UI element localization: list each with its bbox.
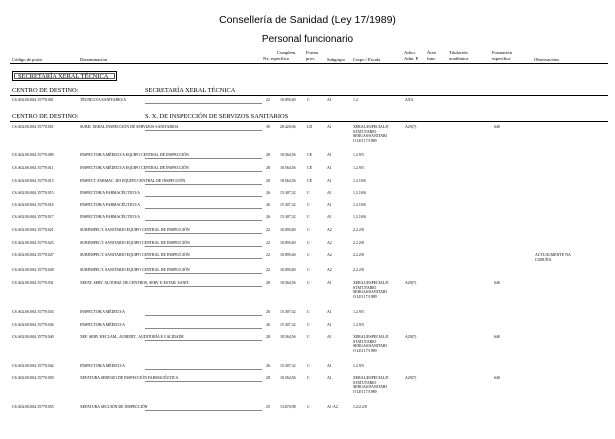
cell-denominacion: INSPECTOR/A MÉDICO/A EQUIPO CENTRAL DE INSPECCIÓN <box>80 153 189 157</box>
cell-denominacion: INSPECTOR/A FARMACÉUTICO/A <box>80 215 141 219</box>
cell-nivel: 28 <box>266 335 270 339</box>
cell-complemento: 10.095,60 <box>280 268 296 272</box>
row-underline <box>145 340 262 341</box>
col-header-corpo: Corpo / Escala <box>353 57 381 62</box>
cell-forma: C <box>307 364 310 368</box>
cell-corpo: O LEI 17/1989 <box>353 295 377 300</box>
cell-corpo: O LEI 17/1989 <box>353 139 377 144</box>
cell-subgrupo: A1 <box>327 335 332 339</box>
cell-subgrupo: A1 <box>327 125 332 129</box>
cell-subgrupo: A1 <box>327 281 332 285</box>
cell-corpo: SERGAS/SANITARI <box>353 344 387 349</box>
cell-complemento: 15.307,32 <box>280 310 296 314</box>
cell-forma: CE <box>307 166 312 170</box>
section-box: SECRETARÍA XERAL TÉCNICA <box>12 71 117 81</box>
cell-corpo: 1.2.10/6 <box>353 179 366 183</box>
row-underline <box>145 171 262 172</box>
col-header-forma-2: prov. <box>306 55 316 61</box>
cell-complemento: 10.095,60 <box>280 98 296 102</box>
col-header-nivel-2: Nv. específico <box>263 55 290 61</box>
row-underline <box>145 410 262 411</box>
cell-nivel: 26 <box>266 191 270 195</box>
cell-subgrupo: A2 <box>327 253 332 257</box>
cell-codigo: CS.A02.00.004.15770.021 <box>12 228 54 232</box>
cell-denominacion: INSPECTOR/A MÉDICO/A <box>80 364 125 368</box>
cell-nivel: 28 <box>266 153 270 157</box>
col-header-formacion-1: Formación <box>492 50 512 55</box>
row-underline <box>145 258 262 259</box>
row-underline <box>145 233 262 234</box>
document-subtitle: Personal funcionario <box>261 34 354 45</box>
col-header-formacion-2: específica <box>492 55 511 61</box>
cell-complemento: 15.307,32 <box>280 215 296 219</box>
cell-corpo: STATUTARIO <box>353 380 377 385</box>
row-underline <box>145 369 262 370</box>
cell-codigo: CS.A02.00.004.15770.011 <box>12 166 54 170</box>
cell-nivel: 22 <box>266 268 270 272</box>
cell-corpo: XERAL/ESPECIAL/E <box>353 125 389 129</box>
cell-corpo: O LEI 17/1989 <box>353 349 377 354</box>
cell-subgrupo: A1 <box>327 203 332 207</box>
cell-denominacion: SUBINSPECT. SANITARIO EQUIPO CENTRAL DE INSPECCIÓN <box>80 253 190 257</box>
cell-nivel: 26 <box>266 310 270 314</box>
col-header-codigo: Código de posto <box>12 57 43 62</box>
cell-codigo: CS.A02.00.004.15770.055 <box>12 405 54 409</box>
cell-forma: C <box>307 281 310 285</box>
document-title: Consellería de Sanidad (Ley 17/1989) <box>219 14 396 26</box>
cell-adscripcion: AXG <box>405 98 414 102</box>
cell-adscripcion: A29(7) <box>405 335 417 339</box>
cell-nivel: 28 <box>266 179 270 183</box>
cell-codigo: CS.A02.00.004.15770.001 <box>12 125 54 129</box>
cell-corpo: STATUTARIO <box>353 339 377 344</box>
cell-nivel: 28 <box>266 281 270 285</box>
col-header-forma-1: Forma <box>306 50 318 55</box>
cell-complemento: 18.564,56 <box>280 166 296 170</box>
cell-corpo: 1.2.10/6 <box>353 203 366 207</box>
col-header-observacions: Observacións <box>534 57 560 62</box>
cell-corpo: 1.2.9/5 <box>353 310 364 314</box>
cell-complemento: 18.564,56 <box>280 281 296 285</box>
cell-subgrupo: A1 <box>327 179 332 183</box>
cell-corpo: 1.2 <box>353 98 358 102</box>
cell-complemento: 28.420,06 <box>280 125 296 129</box>
cell-adscripcion: A29(7) <box>405 376 417 380</box>
col-header-denominacion: Denominación <box>80 57 108 62</box>
cell-forma: C <box>307 191 310 195</box>
cell-codigo: CS.A02.00.004.15770.001 <box>12 98 54 102</box>
cell-denominacion: XEFATURA SECCIÓN DE INSPECCIÓN <box>80 405 148 409</box>
cell-codigo: CS.A02.00.004.15770.015 <box>12 191 54 195</box>
cell-observacions: CORUÑA <box>535 257 552 262</box>
cell-complemento: 15.307,32 <box>280 191 296 195</box>
row-underline <box>145 246 262 247</box>
centro-label: CENTRO DE DESTINO: <box>12 113 79 120</box>
cell-corpo: 1.2/2.2/8 <box>353 405 367 409</box>
cell-corpo: XERAL/ESPECIAL/E <box>353 281 389 285</box>
cell-subgrupo: A1-A2 <box>327 405 338 409</box>
cell-forma: CE <box>307 179 312 183</box>
cell-corpo: 2.2.2/8 <box>353 253 364 257</box>
cell-denominacion: SUBINSPECT. SANITARIO EQUIPO CENTRAL DE INSPECCIÓN <box>80 241 190 245</box>
cell-forma: C <box>307 268 310 272</box>
col-header-nivel-1: Complem. <box>277 50 297 55</box>
cell-denominacion: XEFAT. SERV. AUTORIZ. DE CENTROS, SERV. E ESTAB. SANIT. <box>80 281 190 285</box>
row-underline <box>145 158 262 159</box>
cell-corpo: XERAL/ESPECIAL/E <box>353 376 389 380</box>
cell-codigo: CS.A02.00.004.15770.036 <box>12 323 54 327</box>
cell-complemento: 10.095,60 <box>280 241 296 245</box>
cell-codigo: CS.A02.00.004.15770.028 <box>12 268 54 272</box>
col-header-adscr-1: Adscr. <box>404 50 416 55</box>
cell-codigo: CS.A02.00.004.15770.013 <box>12 179 54 183</box>
cell-adscripcion: A29(7) <box>405 125 417 129</box>
cell-forma: C <box>307 310 310 314</box>
centro-value: S. X. DE INSPECCIÓN DE SERVIZOS SANITARIOS <box>145 113 289 120</box>
cell-nivel: 26 <box>266 364 270 368</box>
centro-label: CENTRO DE DESTINO: <box>12 87 79 94</box>
cell-denominacion: SUBD. XERAL INSPECCIÓN DE SERVIZOS SANITARIOS <box>80 125 179 129</box>
col-header-area-1: Área <box>427 50 436 55</box>
cell-forma: C <box>307 405 310 409</box>
cell-subgrupo: A1 <box>327 376 332 380</box>
cell-nivel: 26 <box>266 203 270 207</box>
cell-codigo: CS.A02.00.004.15770.016 <box>12 203 54 207</box>
cell-corpo: 1.2.9/5 <box>353 323 364 327</box>
cell-subgrupo: A2 <box>327 241 332 245</box>
row-underline <box>145 315 262 316</box>
cell-corpo: 1.2.9/5 <box>353 153 364 157</box>
cell-corpo: SERGAS/SANITARI <box>353 134 387 139</box>
cell-forma: C <box>307 241 310 245</box>
col-header-area-2: func. <box>427 55 437 61</box>
row-underline <box>145 328 262 329</box>
cell-subgrupo: A1 <box>327 191 332 195</box>
cell-corpo: 2.2.2/8 <box>353 241 364 245</box>
cell-corpo: XERAL/ESPECIAL/E <box>353 335 389 339</box>
cell-observacions: ACTUALMENTE NA <box>535 253 571 257</box>
cell-denominacion: INSPECTOR/A MÉDICO/A <box>80 310 125 314</box>
cell-complemento: 18.564,56 <box>280 153 296 157</box>
col-header-adscr-2: Adm. P. <box>404 55 419 61</box>
cell-corpo: SERGAS/SANITARI <box>353 290 387 295</box>
cell-nivel: 26 <box>266 323 270 327</box>
cell-corpo: STATUTARIO <box>353 129 377 134</box>
row-underline <box>145 381 262 382</box>
row-underline <box>145 196 262 197</box>
row-underline <box>145 286 262 287</box>
cell-nivel: 28 <box>266 166 270 170</box>
cell-forma: LD <box>307 125 313 129</box>
cell-corpo: 1.2.9/5 <box>353 364 364 368</box>
cell-codigo: CS.A02.00.004.15770.025 <box>12 241 54 245</box>
cell-formacion: 640 <box>494 376 500 380</box>
cell-codigo: CS.A02.00.004.15770.033 <box>12 310 54 314</box>
cell-codigo: CS.A02.00.004.15770.027 <box>12 253 54 257</box>
header-rule <box>10 63 608 64</box>
cell-codigo: CS.A02.00.004.15770.050 <box>12 376 54 380</box>
cell-denominacion: INSPECT. FARMAC. DO EQUIPO CENTRAL DE INSPECCIÓN <box>80 179 186 183</box>
cell-forma: CE <box>307 153 312 157</box>
cell-forma: C <box>307 215 310 219</box>
centro-value: SECRETARÍA XERAL TÉCNICA <box>145 87 236 94</box>
cell-codigo: CS.A02.00.004.15770.040 <box>12 335 54 339</box>
cell-forma: C <box>307 335 310 339</box>
cell-subgrupo: A1 <box>327 153 332 157</box>
cell-forma: C <box>307 98 310 102</box>
cell-denominacion: INSPECTOR/A MÉDICO/A EQUIPO CENTRAL DE INSPECCIÓN <box>80 166 189 170</box>
cell-subgrupo: A2 <box>327 228 332 232</box>
cell-nivel: 22 <box>266 98 270 102</box>
cell-codigo: CS.A02.00.004.15770.017 <box>12 215 54 219</box>
cell-codigo: CS.A02.00.004.15770.042 <box>12 364 54 368</box>
cell-corpo: 1.2.10/6 <box>353 191 366 195</box>
centro-rule <box>10 121 608 122</box>
centro-rule <box>10 95 608 96</box>
cell-complemento: 18.564,56 <box>280 335 296 339</box>
cell-denominacion: SUBINSPECT. SANITARIO EQUIPO CENTRAL DE INSPECCIÓN <box>80 228 190 232</box>
cell-forma: C <box>307 376 310 380</box>
row-underline <box>145 184 262 185</box>
cell-corpo: 1.2.9/5 <box>353 166 364 170</box>
cell-subgrupo: A1 <box>327 215 332 219</box>
cell-complemento: 13.670,98 <box>280 405 296 409</box>
cell-subgrupo: A1 <box>327 310 332 314</box>
cell-nivel: 28 <box>266 376 270 380</box>
cell-denominacion: XEF. SERV. RECLAM., ACREDIT., AUDITORÍA E CALIDADE <box>80 335 184 339</box>
cell-subgrupo: A1 <box>327 98 332 102</box>
cell-formacion: 640 <box>494 335 500 339</box>
cell-corpo: O LEI 17/1989 <box>353 390 377 395</box>
cell-subgrupo: A1 <box>327 323 332 327</box>
cell-corpo: 1.2.10/6 <box>353 215 366 219</box>
cell-complemento: 18.564,56 <box>280 376 296 380</box>
cell-nivel: 25 <box>266 405 270 409</box>
cell-denominacion: INSPECTOR/A MÉDICO/A <box>80 323 125 327</box>
cell-forma: C <box>307 228 310 232</box>
cell-subgrupo: A1 <box>327 166 332 170</box>
cell-nivel: 26 <box>266 215 270 219</box>
cell-forma: C <box>307 203 310 207</box>
cell-complemento: 15.307,32 <box>280 203 296 207</box>
row-underline <box>145 103 262 104</box>
cell-complemento: 10.095,60 <box>280 253 296 257</box>
cell-formacion: 640 <box>494 281 500 285</box>
cell-codigo: CS.A02.00.004.15770.009 <box>12 153 54 157</box>
col-header-subgrupo: Subgrupo <box>327 57 345 62</box>
cell-denominacion: INSPECTOR/A FARMACÉUTICO/A <box>80 203 141 207</box>
cell-denominacion: TÉCNICO/A SANITARIO/A <box>80 98 127 102</box>
cell-nivel: 22 <box>266 228 270 232</box>
cell-forma: C <box>307 323 310 327</box>
cell-denominacion: XEFATURA SERVIZO DE INSPECCIÓN FARMACÉUTICA <box>80 376 179 380</box>
cell-nivel: 22 <box>266 241 270 245</box>
cell-complemento: 10.095,60 <box>280 228 296 232</box>
cell-nivel: 30 <box>266 125 270 129</box>
cell-corpo: 2.2.2/8 <box>353 268 364 272</box>
cell-forma: C <box>307 253 310 257</box>
cell-denominacion: SUBINSPECT. SANITARIO EQUIPO CENTRAL DE INSPECCIÓN <box>80 268 190 272</box>
col-header-titulacion-1: Titulación <box>449 50 468 55</box>
row-underline <box>145 273 262 274</box>
cell-formacion: 640 <box>494 125 500 129</box>
cell-adscripcion: A29(7) <box>405 281 417 285</box>
cell-corpo: SERGAS/SANITARI <box>353 385 387 390</box>
col-header-titulacion-2: académica <box>449 55 469 61</box>
cell-nivel: 22 <box>266 253 270 257</box>
cell-corpo: STATUTARIO <box>353 285 377 290</box>
cell-complemento: 15.307,32 <box>280 323 296 327</box>
cell-complemento: 15.307,32 <box>280 364 296 368</box>
cell-subgrupo: A2 <box>327 268 332 272</box>
row-underline <box>145 220 262 221</box>
cell-corpo: 2.2.2/8 <box>353 228 364 232</box>
cell-complemento: 18.564,56 <box>280 179 296 183</box>
row-underline <box>145 130 262 131</box>
cell-codigo: CS.A02.00.004.15770.031 <box>12 281 54 285</box>
cell-denominacion: INSPECTOR/A FARMACÉUTICO/A <box>80 191 141 195</box>
row-underline <box>145 208 262 209</box>
cell-subgrupo: A1 <box>327 364 332 368</box>
